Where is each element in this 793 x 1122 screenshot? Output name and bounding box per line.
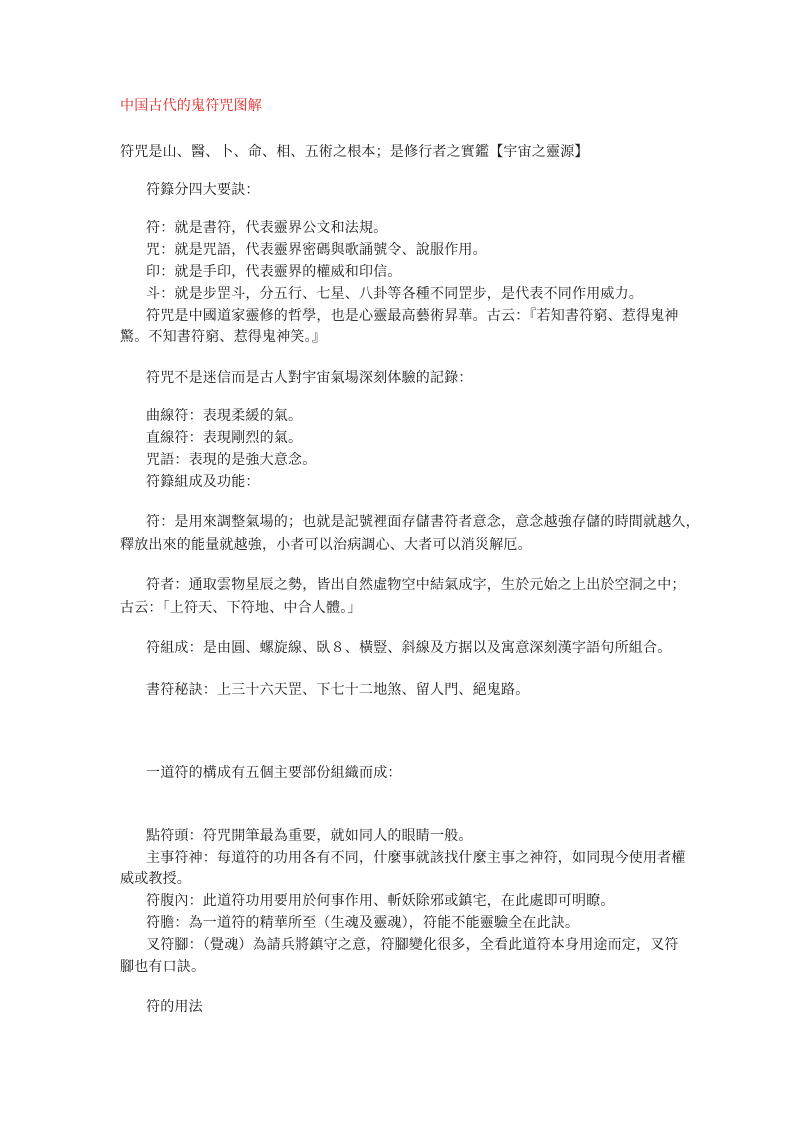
line-type-incantation: 咒語：表現的是強大意念。 [146, 452, 317, 468]
intro-paragraph: 符咒是山、醫、卜、命、相、五術之根本；是修行者之實鑑【宇宙之靈源】 [120, 144, 589, 160]
document-title: 中国古代的鬼符咒图解 [120, 98, 262, 114]
part-deity-line-1: 主事符神：每道符的功用各有不同，什麼事就該找什麼主事之神符，如同現今使用者權 [146, 850, 686, 866]
line-type-curved: 曲線符：表現柔緩的氣。 [146, 408, 303, 424]
part-deity-line-2: 威或教授。 [120, 871, 191, 887]
function-line-1: 符：是用來調整氣場的；也就是記號裡面存儲書符者意念，意念越強存儲的時間就越久， [146, 514, 700, 530]
secret-item-dou: 斗：就是步罡斗，分五行、七星、八卦等各種不同罡步，是代表不同作用威力。 [146, 286, 643, 302]
philosophy-line-2: 驚。不知書符窮、惹得鬼神笑。』 [120, 329, 326, 345]
part-gall: 符膽：為一道符的精華所至（生魂及靈魂），符能不能靈驗全在此訣。 [146, 915, 580, 931]
part-feet-line-1: 叉符腳：（覺魂）為請兵將鎮守之意，符腳變化很多，全看此道符本身用途而定，叉符 [146, 937, 679, 953]
composition-heading: 符籙組成及功能： [146, 474, 260, 490]
composition-paragraph: 符組成：是由圓、螺旋線、臥８、橫豎、斜線及方据以及寓意深刻漢字語句所組合。 [146, 640, 672, 656]
part-head: 點符頭：符咒開筆最為重要，就如同人的眼睛一般。 [146, 828, 473, 844]
secret-item-yin: 印：就是手印，代表靈界的權威和印信。 [146, 264, 402, 280]
part-feet-line-2: 腳也有口訣。 [120, 959, 206, 975]
secret-formula-paragraph: 書符秘訣：上三十六天罡、下七十二地煞、留人門、絕鬼路。 [146, 682, 530, 698]
writer-line-2: 古云：「上符天、下符地、中合人體。」 [120, 600, 362, 616]
line-type-straight: 直線符：表現剛烈的氣。 [146, 430, 303, 446]
writer-line-1: 符者：通取雲物星辰之勢，皆出自然虛物空中結氣成字，生於元始之上出於空洞之中； [146, 577, 686, 593]
secret-item-fu: 符：就是書符，代表靈界公文和法規。 [146, 220, 388, 236]
section-heading-not-superstition: 符咒不是迷信而是古人對宇宙氣場深刻体驗的記錄： [146, 370, 473, 386]
part-belly: 符腹內：此道符功用要用於何事作用、斬妖除邪或鎮宅，在此處即可明瞭。 [146, 893, 615, 909]
philosophy-line-1: 符咒是中國道家靈修的哲學，也是心靈最高藝術昇華。古云：『若知書符窮、惹得鬼神 [146, 308, 679, 324]
section-heading-usage: 符的用法 [146, 999, 203, 1015]
function-line-2: 釋放出來的能量就越強，小者可以治病調心、大者可以消災解厄。 [120, 537, 532, 553]
section-heading-four-secrets: 符籙分四大要訣： [146, 182, 260, 198]
section-heading-five-parts: 一道符的構成有五個主要部份組織而成： [146, 765, 402, 781]
secret-item-zhou: 咒：就是咒語，代表靈界密碼與歌誦號令、說服作用。 [146, 242, 487, 258]
